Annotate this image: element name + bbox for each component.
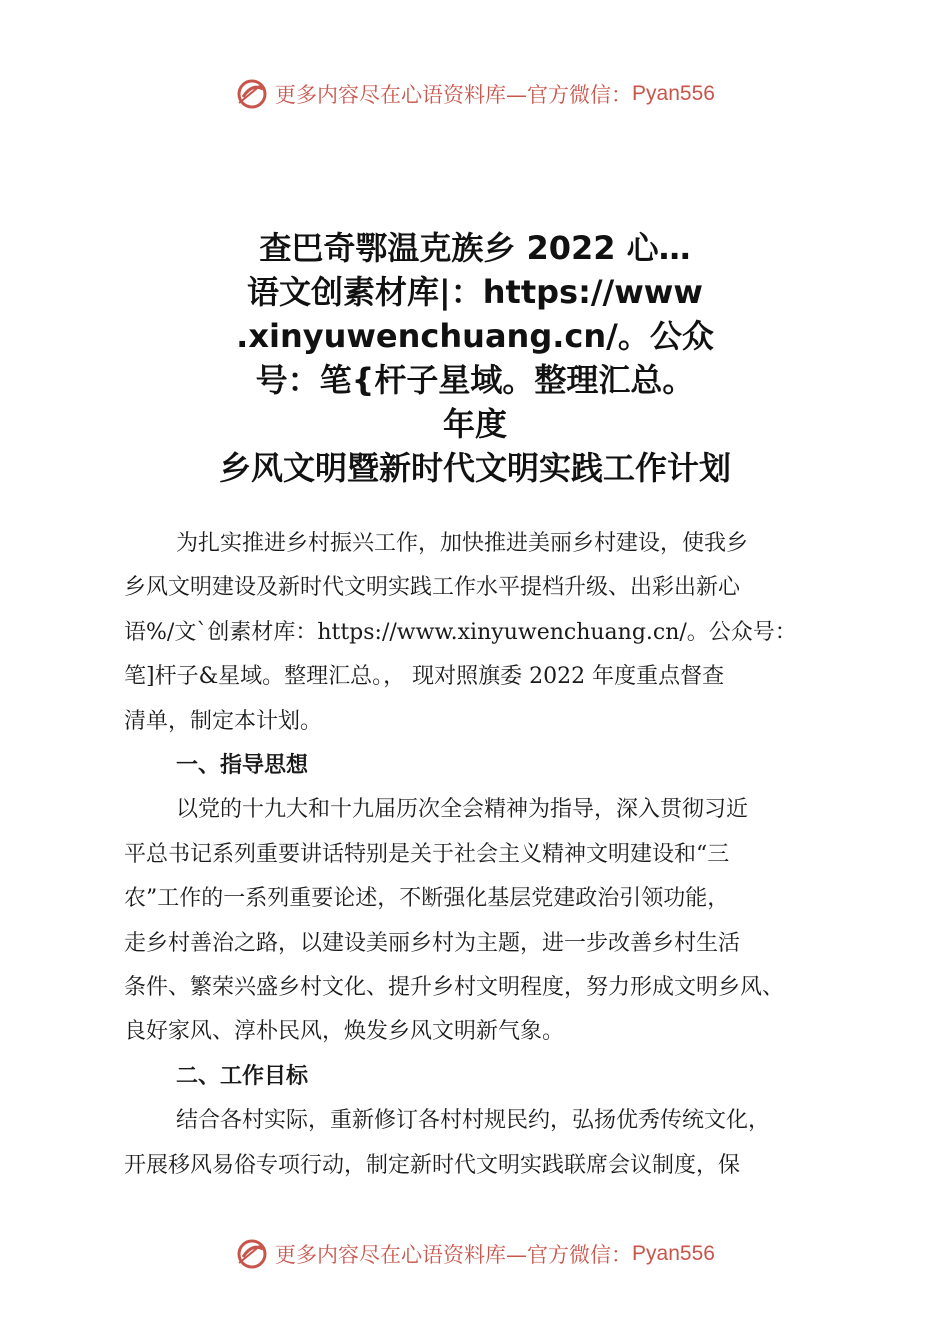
watermark-text: 更多内容尽在心语资料库—官方微信： (275, 1243, 633, 1267)
body-line: 平总书记系列重要讲话特别是关于社会主义精神文明建设和“三 (124, 841, 730, 867)
body-line: 条件、繁荣兴盛乡村文化、提升乡村文明程度，努力形成文明乡风、 (124, 975, 785, 1001)
title-line: 乡风文明暨新时代文明实践工作计划 (218, 449, 731, 487)
logo-icon (235, 77, 269, 111)
logo-icon (235, 1237, 269, 1271)
body-line: 语%/文`创素材库：https://www.xinyuwenchuang.cn/。公众号： (124, 619, 797, 645)
body-line: 开展移风易俗专项行动，制定新时代文明实践联席会议制度，保 (124, 1152, 741, 1178)
body-line: 良好家风、淳朴民风，焕发乡风文明新气象。 (124, 1019, 565, 1045)
document-title (0, 226, 950, 490)
section-heading-work-goals: 二、工作目标 (176, 1063, 309, 1089)
header-watermark (0, 72, 950, 116)
section-heading-guiding-thought: 一、指导思想 (176, 753, 309, 779)
body-line: 结合各村实际，重新修订各村村规民约，弘扬优秀传统文化， (176, 1108, 771, 1134)
title-line: 查巴奇鄂温克族乡 2022 心… (259, 229, 691, 267)
title-line: 语文创素材库|：https://www (247, 273, 703, 311)
body-line: 为扎实推进乡村振兴工作，加快推进美丽乡村建设，使我乡 (176, 531, 749, 556)
body-line: 农”工作的一系列重要论述，不断强化基层党建政治引领功能， (124, 886, 730, 912)
title-line: 年度 (442, 405, 507, 443)
body-line: 走乡村善治之路，以建设美丽乡村为主题，进一步改善乡村生活 (124, 930, 741, 956)
body-line: 乡风文明建设及新时代文明实践工作水平提档升级、出彩出新心 (124, 575, 741, 601)
title-line: 号：笔{杆子星域。整理汇总。 (255, 361, 695, 399)
title-line: .xinyuwenchuang.cn/。公众 (236, 317, 714, 355)
body-line: 以党的十九大和十九届历次全会精神为指导，深入贯彻习近 (176, 797, 749, 823)
body-line: 笔]杆子&星域。整理汇总。， 现对照旗委 2022 年度重点督查 (124, 664, 725, 690)
document-body (124, 522, 836, 1188)
watermark-text: 更多内容尽在心语资料库—官方微信： (275, 83, 633, 107)
footer-watermark (0, 1232, 950, 1276)
body-line: 清单，制定本计划。 (124, 708, 323, 734)
watermark-wechat-id: Pyan556 (632, 82, 715, 105)
watermark-wechat-id: Pyan556 (632, 1242, 715, 1265)
